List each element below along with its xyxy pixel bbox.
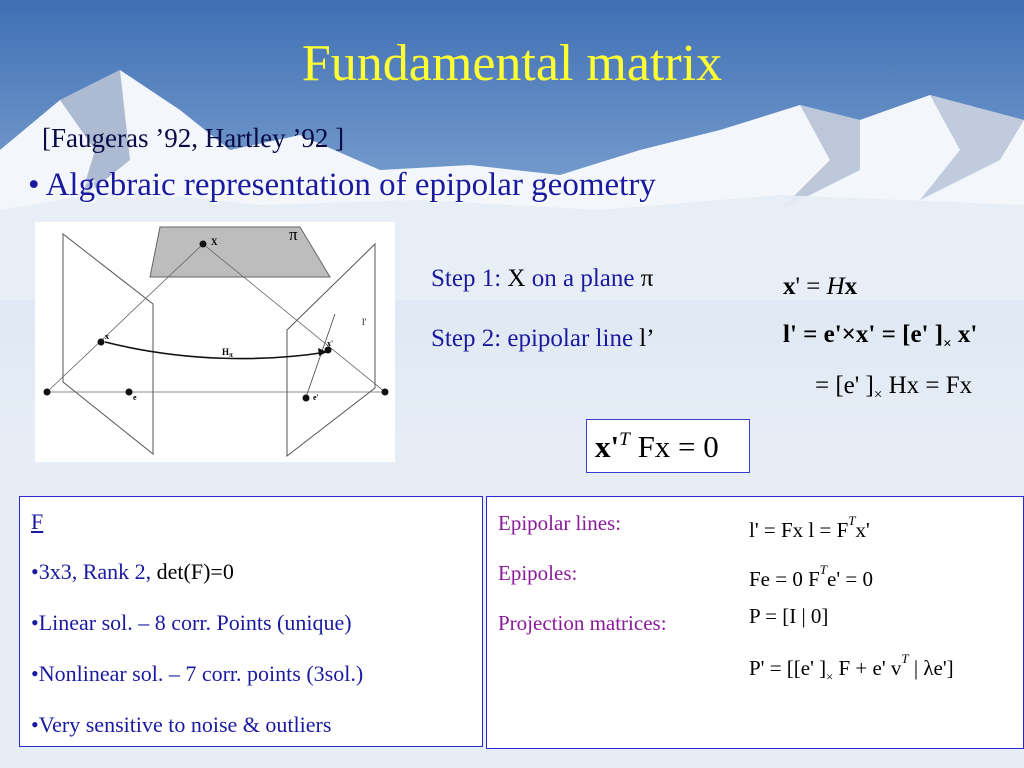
epipolar-diagram [35,222,395,462]
epipolar-lines-equation [749,513,870,543]
eq1-H: H [826,273,845,300]
eq2-sub: × [943,336,952,352]
boxed-x-prime: x' [595,429,620,464]
step-1 [431,265,653,293]
properties-panel [19,496,483,747]
proj2-head: P' = [[e' ] [749,656,827,680]
eq2-tail: x' [951,321,978,348]
projection-P-equation: P = [I | 0] [749,604,829,628]
label-projection-matrices: Projection matrices: [498,611,667,635]
projection-P-prime-equation [749,651,954,685]
point-e-prime [303,395,310,402]
label-e: e [133,393,137,402]
property-nonlinear: •Nonlinear sol. – 7 corr. points (3sol.) [31,661,364,686]
main-bullet [28,167,656,204]
citation: [Faugeras ’92, Hartley ’92 ] [42,123,345,153]
label-x: x [105,332,109,341]
label-H-sub: π [229,351,233,359]
label-epipoles: Epipoles: [498,561,578,585]
proj2-tail: | λe'] [908,656,954,680]
point-e [126,389,133,396]
label-l-prime: l' [362,317,367,327]
label-H-main: H [222,347,230,357]
epi-eq-main: Fe = 0 F [749,567,820,591]
eq3-sub: × [873,387,883,403]
boxed-rest: Fx = 0 [629,429,719,464]
proj2-sub: × [826,670,834,684]
lines-eq-main: l' = Fx l = F [749,518,849,542]
label-epipolar-lines: Epipolar lines: [498,511,622,535]
equation-homography [783,273,857,301]
epipoles-equation [749,562,873,592]
slide-title: Fundamental matrix [301,35,723,92]
bullet-dot: • [28,167,40,203]
property-sensitivity: •Very sensitive to noise & outliers [31,712,332,737]
camera-center-right [382,389,389,396]
property-rank-black: det(F)=0 [156,559,234,584]
eq1-x-prime: x [783,273,796,300]
lines-eq-T: T [848,513,856,528]
equation-fundamental-def [815,372,972,404]
plane-pi [150,227,330,277]
eq1-rest: ' = [795,273,827,300]
label-e-prime: e' [313,393,319,402]
point-x [98,339,105,346]
proj2-mid: F + e' v [833,656,902,680]
boxed-T: T [619,429,630,450]
step2-prefix: Step 2: epipolar line [431,325,640,352]
property-rank [31,559,234,585]
equation-epipolar-line [783,321,977,353]
step1-X: X [507,265,526,292]
eq3-tail: Hx = Fx [882,372,973,399]
proj2-T: T [901,651,909,666]
eq1-x: x [844,273,858,300]
label-x-prime: x' [327,339,334,348]
boxed-equation [586,419,750,473]
camera-center-left [44,389,51,396]
eq2-main: l' = e'×x' = [e' ] [783,321,944,348]
epi-eq-T: T [819,562,828,577]
main-bullet-text: Algebraic representation of epipolar geometry [45,167,656,203]
panel-heading-F: F [31,509,44,534]
step1-prefix: Step 1: [431,265,508,292]
label-X: X [211,237,218,247]
label-pi: π [289,225,298,244]
epi-eq-tail: e' = 0 [827,567,873,591]
lines-eq-tail: x' [855,518,870,542]
step-2 [431,325,655,353]
property-linear: •Linear sol. – 8 corr. Points (unique) [31,610,352,635]
eq3-head: = [e' ] [815,372,874,399]
step1-pi: π [640,265,654,292]
property-rank-blue: •3x3, Rank 2, [31,559,157,584]
step1-mid: on a plane [525,265,641,292]
relations-panel [486,496,1024,749]
step2-l: l’ [639,325,655,352]
point-X [200,241,207,248]
boxed-equation-text [595,429,719,465]
